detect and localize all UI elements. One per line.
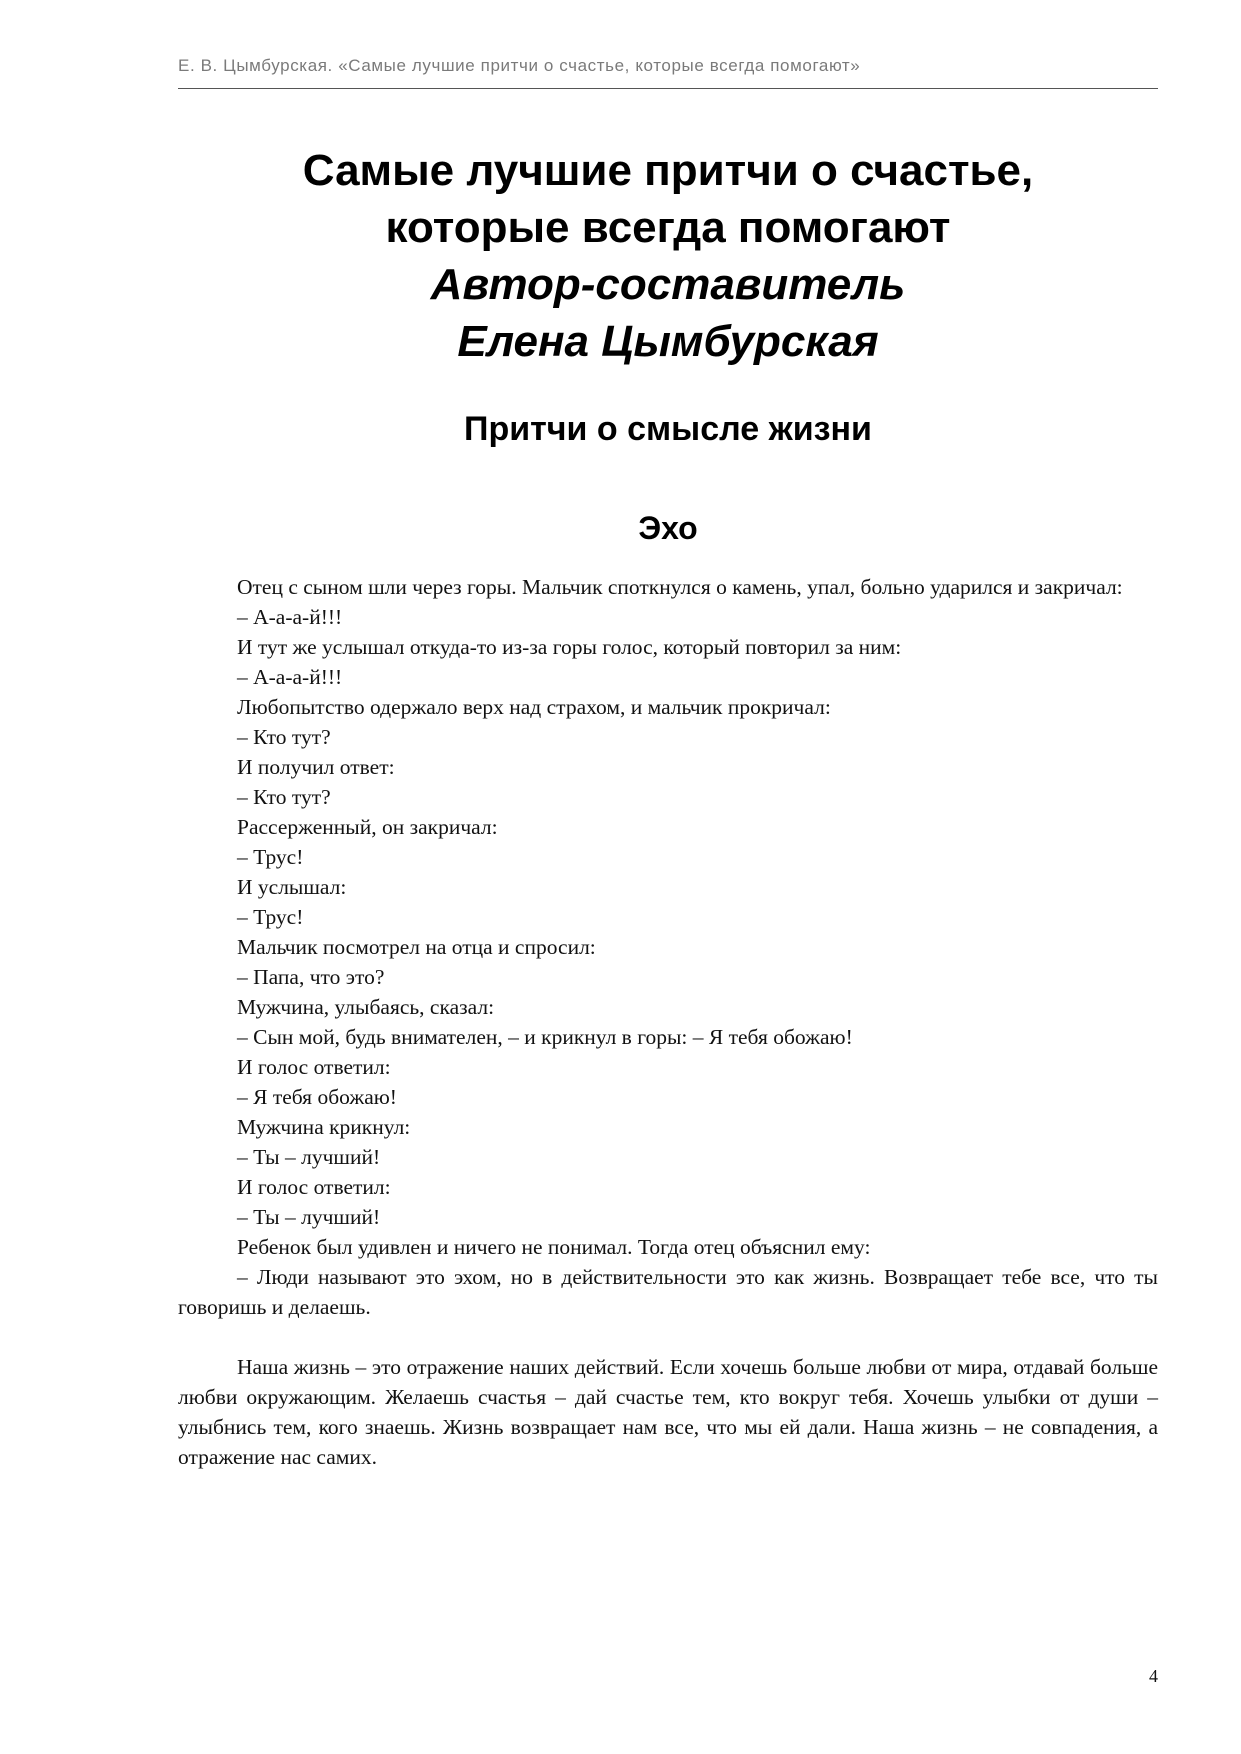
header-divider	[178, 88, 1158, 89]
paragraph: Мужчина крикнул:	[237, 1115, 411, 1139]
dialogue-line: – Трус!	[237, 845, 304, 869]
paragraph: И тут же услышал откуда-то из-за горы голос, который повторил за ним:	[237, 635, 902, 659]
paragraph: Рассерженный, он закричал:	[237, 815, 498, 839]
moral-paragraph: Наша жизнь – это отражение наших действий. Если хочешь больше любви от мира, отдавай больше любви окружающим. Желаешь счастья – дай счастье тем, кто вокруг тебя. Хочешь улыбки от души – улыбнись тем, кого знаешь. Жизнь возвращает нам все, что мы ей дали. Наша жизнь – не совпадения, а отражение нас самих.	[178, 1355, 1158, 1469]
paragraph: Отец с сыном шли через горы. Мальчик споткнулся о камень, упал, больно ударился и закричал:	[237, 575, 1123, 599]
paragraph: И голос ответил:	[237, 1055, 391, 1079]
dialogue-line: – Трус!	[237, 905, 304, 929]
book-title-line-2: которые всегда помогают	[385, 203, 951, 252]
paragraph: Мальчик посмотрел на отца и спросил:	[237, 935, 596, 959]
book-title-line-1: Самые лучшие притчи о счастье,	[302, 146, 1034, 195]
dialogue-line: – Сын мой, будь внимателен, – и крикнул в горы: – Я тебя обожаю!	[237, 1025, 853, 1049]
dialogue-line: – Кто тут?	[237, 725, 331, 749]
author-name: Елена Цымбурская	[457, 317, 879, 366]
running-header: Е. В. Цымбурская. «Самые лучшие притчи о счастье, которые всегда помогают»	[178, 56, 861, 75]
dialogue-line: – Ты – лучший!	[237, 1145, 381, 1169]
dialogue-line: – Ты – лучший!	[237, 1205, 381, 1229]
dialogue-line: – Папа, что это?	[237, 965, 385, 989]
paragraph: Любопытство одержало верх над страхом, и мальчик прокричал:	[237, 695, 831, 719]
paragraph: И голос ответил:	[237, 1175, 391, 1199]
book-title-block	[178, 142, 1158, 370]
dialogue-line: – А-а-а-й!!!	[237, 605, 343, 629]
story-body	[178, 572, 1158, 1472]
dialogue-line: – Люди называют это эхом, но в действительности это как жизнь. Возвращает тебе все, что ты говоришь и делаешь.	[178, 1265, 1158, 1319]
dialogue-line: – Кто тут?	[237, 785, 331, 809]
paragraph: И получил ответ:	[237, 755, 395, 779]
dialogue-line: – Я тебя обожаю!	[237, 1085, 397, 1109]
story-title: Эхо	[638, 510, 698, 546]
paragraph: И услышал:	[237, 875, 347, 899]
author-role: Автор-составитель	[430, 260, 906, 309]
dialogue-line: – А-а-а-й!!!	[237, 665, 343, 689]
paragraph: Мужчина, улыбаясь, сказал:	[237, 995, 495, 1019]
page-number: 4	[1149, 1666, 1158, 1686]
section-title: Притчи о смысле жизни	[464, 410, 872, 448]
paragraph: Ребенок был удивлен и ничего не понимал. Тогда отец объяснил ему:	[237, 1235, 871, 1259]
